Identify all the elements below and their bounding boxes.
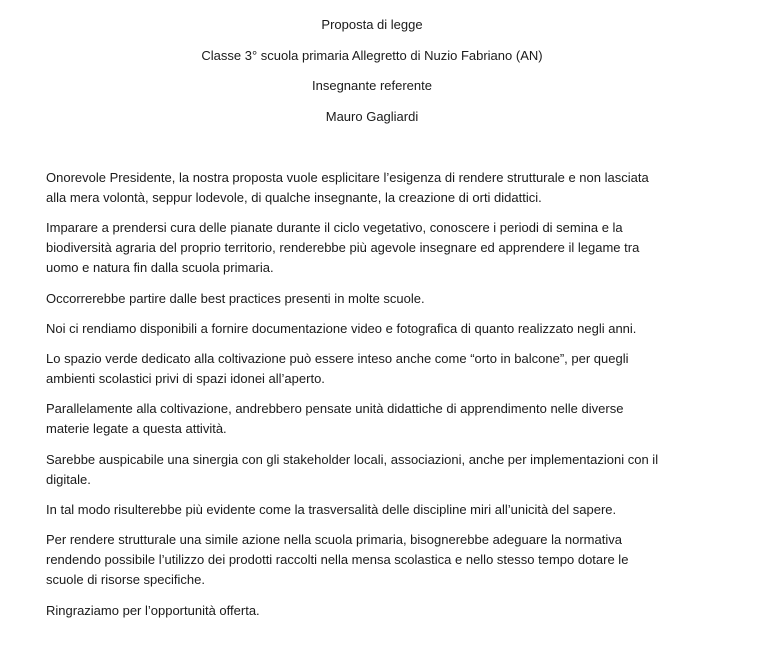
paragraph-line: materie legate a questa attività. (46, 421, 227, 437)
document-header (0, 15, 744, 137)
paragraph (46, 168, 726, 208)
paragraph-line: Per rendere strutturale una simile azione nella scuola primaria, bisognerebbe adeguare la normativa (46, 532, 622, 548)
paragraph-line: scuole di risorse specifiche. (46, 572, 205, 588)
paragraph-line: Noi ci rendiamo disponibili a fornire documentazione video e fotografica di quanto realizzato negli anni. (46, 320, 637, 336)
paragraph (46, 218, 726, 278)
paragraph-line: Imparare a prendersi cura delle pianate durante il ciclo vegetativo, conoscere i periodi di semina e la (46, 220, 623, 236)
class-line: Classe 3° scuola primaria Allegretto di Nuzio Fabriano (AN) (201, 47, 543, 63)
paragraph (46, 530, 726, 590)
paragraph-line: Lo spazio verde dedicato alla coltivazione può essere inteso anche come “orto in balcone”, per quegli (46, 351, 629, 367)
paragraph-line: alla mera volontà, seppur lodevole, di qualche insegnante, la creazione di orti didattici. (46, 190, 542, 205)
paragraph-line: Onorevole Presidente, la nostra proposta vuole esplicitare l’esigenza di rendere strutturale e non lasciata (46, 170, 649, 185)
paragraph-line: Parallelamente alla coltivazione, andrebbero pensate unità didattiche di apprendimento nelle diverse (46, 401, 624, 417)
paragraph-line: digitale. (46, 471, 91, 487)
paragraph-line: uomo e natura fin dalla scuola primaria. (46, 260, 274, 276)
paragraph (46, 500, 726, 520)
paragraph (46, 601, 726, 621)
paragraph-line: In tal modo risulterebbe più evidente come la trasversalità delle discipline miri all’unicità del sapere. (46, 502, 617, 518)
paragraph (46, 349, 726, 389)
document-title: Proposta di legge (321, 17, 423, 32)
paragraph (46, 399, 726, 439)
paragraph-line: Ringraziamo per l’opportunità offerta. (46, 602, 260, 618)
teacher-name: Mauro Gagliardi (325, 108, 419, 124)
document-body (46, 168, 726, 631)
paragraph (46, 450, 726, 490)
paragraph-line: ambienti scolastici privi di spazi idonei all’aperto. (46, 371, 325, 387)
paragraph-line: Sarebbe auspicabile una sinergia con gli stakeholder locali, associazioni, anche per implementazioni con il (46, 451, 659, 467)
paragraph (46, 289, 726, 309)
paragraph-line: Occorrerebbe partire dalle best practices presenti in molte scuole. (46, 290, 425, 306)
paragraph-line: rendendo possibile l’utilizzo dei prodotti raccolti nella mensa scolastica e nello stesso tempo dotare le (46, 552, 629, 568)
paragraph-line: biodiversità agraria del proprio territorio, renderebbe più agevole insegnare ed apprendere il legame tra (46, 240, 640, 256)
paragraph (46, 319, 726, 339)
teacher-role: Insegnante referente (312, 78, 432, 93)
